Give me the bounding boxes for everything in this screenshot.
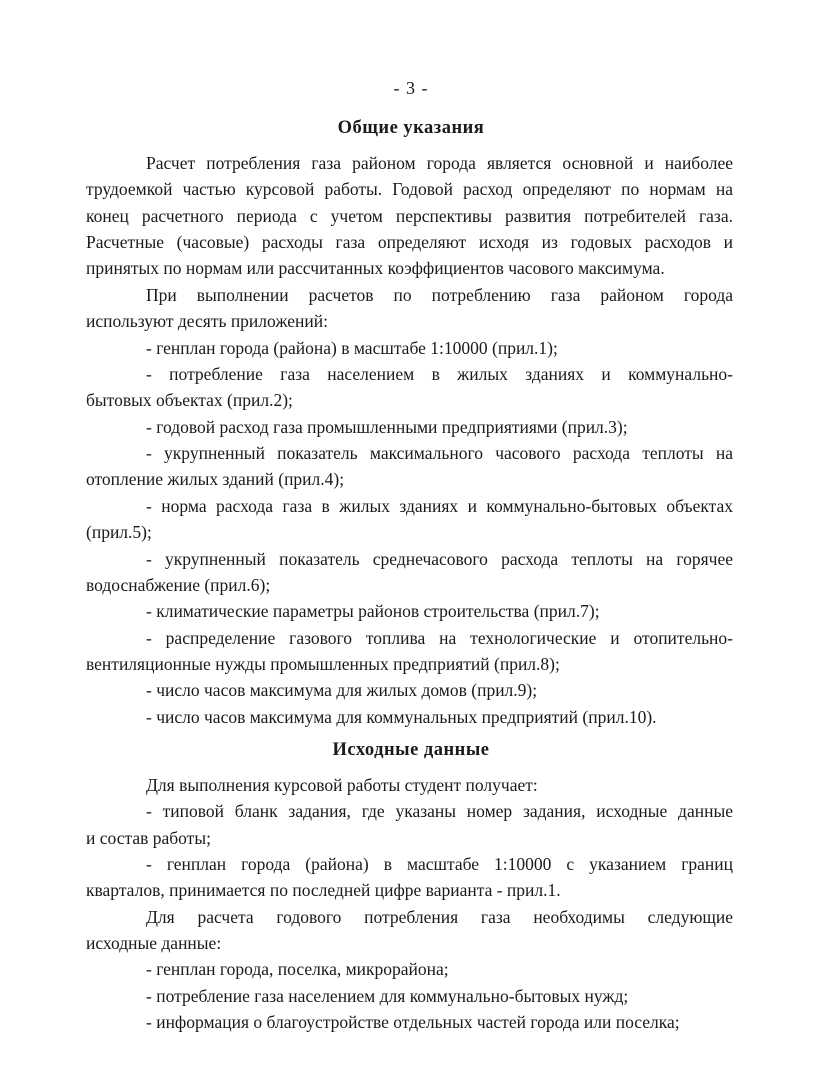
list-item-continuation: отопление жилых зданий (прил.4); — [86, 469, 345, 489]
list-item: - укрупненный показатель максимального часового расхода теплоты на — [146, 443, 733, 463]
text-line: Для выполнения курсовой работы студент получает: — [146, 775, 538, 795]
list-item: - потребление газа населением для коммунально-бытовых нужд; — [146, 986, 629, 1006]
list-item-continuation: бытовых объектах (прил.2); — [86, 390, 293, 410]
text-line: принятых по нормам или рассчитанных коэффициентов часового максимума. — [86, 258, 665, 278]
text-line: Расчетные (часовые) расходы газа определяют исходя из годовых расходов и — [86, 232, 733, 252]
text-line: конец расчетного периода с учетом перспективы развития потребителей газа. — [86, 206, 733, 226]
list-item: - годовой расход газа промышленными предприятиями (прил.3); — [146, 417, 628, 437]
list-item: - информация о благоустройстве отдельных частей города или поселка; — [146, 1012, 680, 1032]
list-item: - распределение газового топлива на технологические и отопительно- — [146, 628, 733, 648]
list-item: - укрупненный показатель среднечасового расхода теплоты на горячее — [146, 549, 733, 569]
list-item: - климатические параметры районов строительства (прил.7); — [146, 601, 600, 621]
list-item-continuation: (прил.5); — [86, 522, 152, 542]
list-item-continuation: и состав работы; — [86, 828, 211, 848]
text-line: Расчет потребления газа районом города является основной и наиболее — [146, 153, 733, 173]
list-item: - норма расхода газа в жилых зданиях и коммунально-бытовых объектах — [146, 496, 733, 516]
list-item: - потребление газа населением в жилых зданиях и коммунально- — [146, 364, 733, 384]
list-item-continuation: водоснабжение (прил.6); — [86, 575, 271, 595]
text-line: Для расчета годового потребления газа необходимы следующие — [146, 907, 733, 927]
list-item: - генплан города (района) в масштабе 1:10000 (прил.1); — [146, 338, 558, 358]
text-line: трудоемкой частью курсовой работы. Годовой расход определяют по нормам на — [86, 179, 733, 199]
text-line: исходные данные: — [86, 933, 222, 953]
list-item: - генплан города, поселка, микрорайона; — [146, 959, 449, 979]
text-line: используют десять приложений: — [86, 311, 328, 331]
list-item: - число часов максимума для жилых домов (прил.9); — [146, 680, 538, 700]
list-item: - число часов максимума для коммунальных предприятий (прил.10). — [146, 707, 657, 727]
list-item: - генплан города (района) в масштабе 1:10000 с указанием границ — [146, 854, 733, 874]
text-line: При выполнении расчетов по потреблению газа районом города — [146, 285, 733, 305]
list-item: - типовой бланк задания, где указаны номер задания, исходные данные — [146, 801, 733, 821]
section-heading-general: Общие указания — [337, 118, 485, 138]
page-number: - 3 - — [393, 78, 429, 98]
list-item-continuation: вентиляционные нужды промышленных предприятий (прил.8); — [86, 654, 560, 674]
section-heading-initial-data: Исходные данные — [332, 740, 490, 760]
list-item-continuation: кварталов, принимается по последней цифре варианта - прил.1. — [86, 880, 561, 900]
